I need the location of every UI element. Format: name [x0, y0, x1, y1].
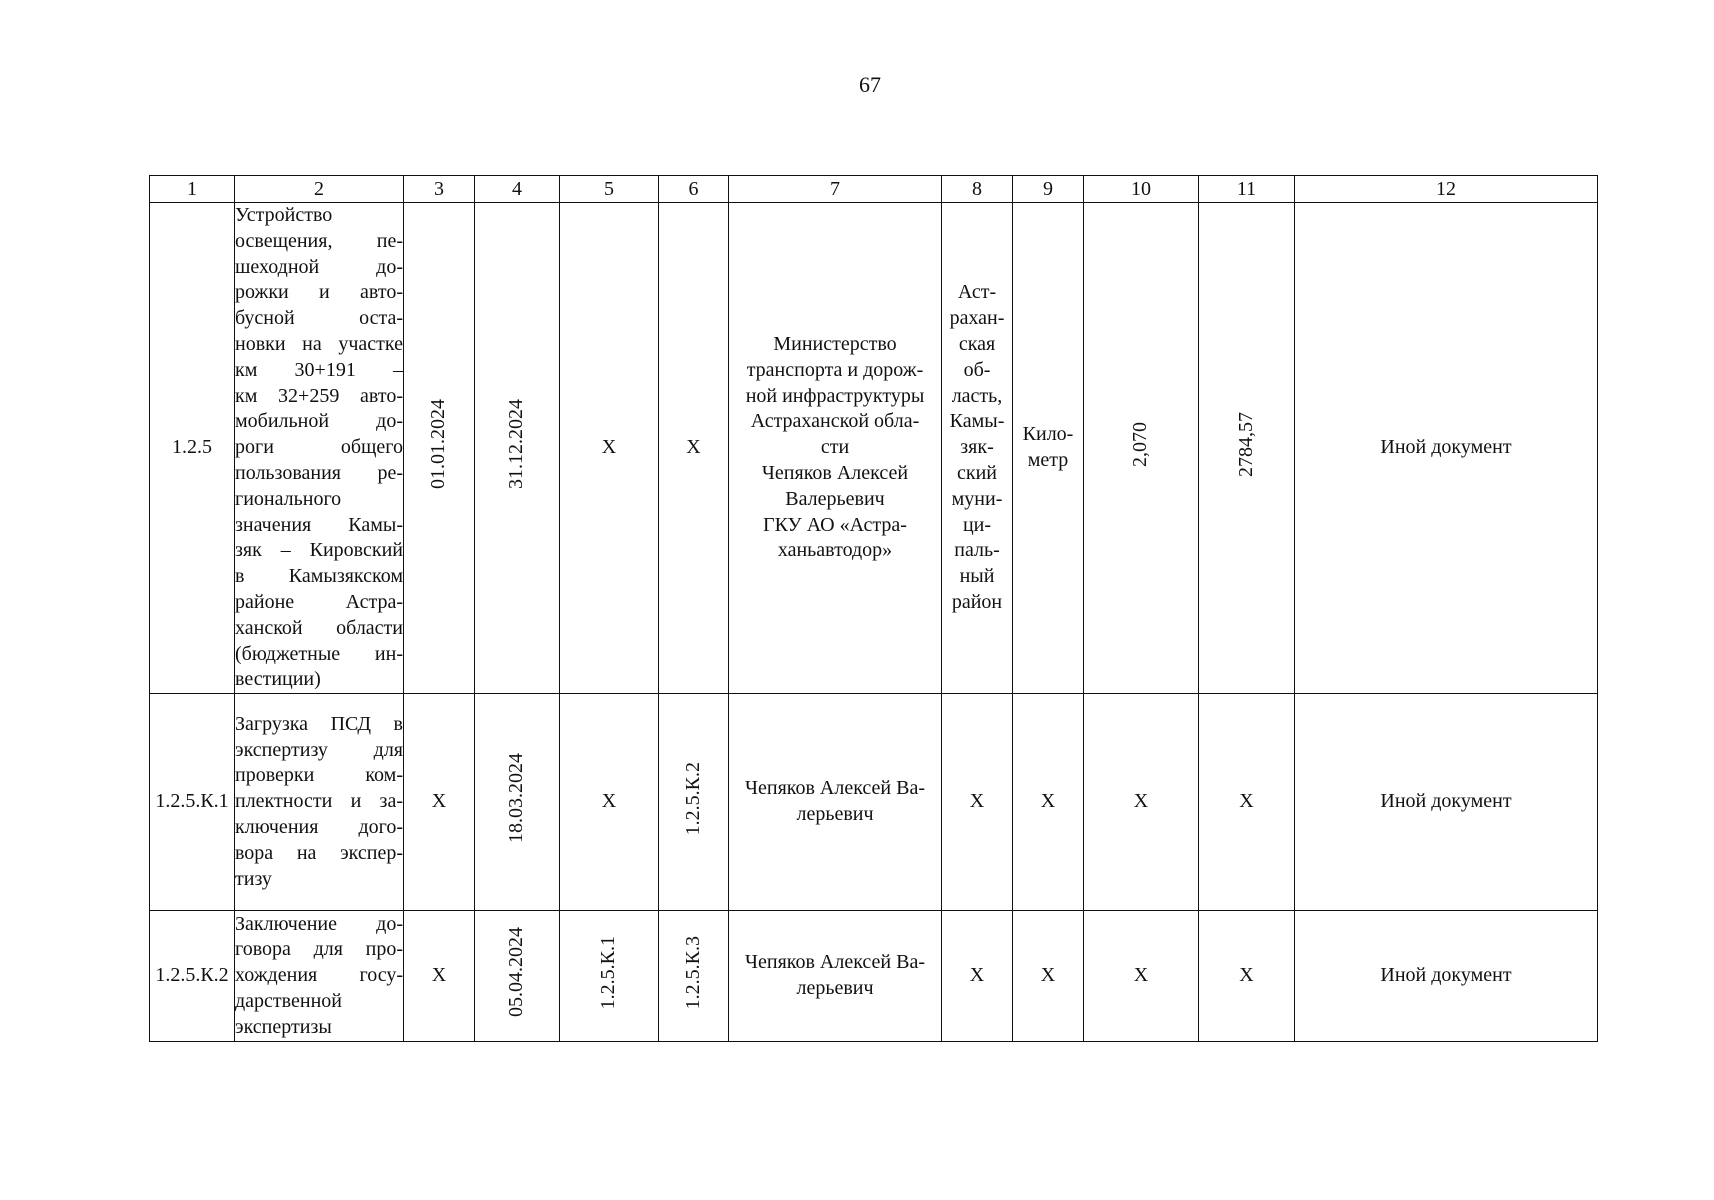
responsible	[729, 911, 942, 1042]
start-date: 01.01.2024	[427, 399, 450, 490]
desc-line: ханской области	[235, 616, 403, 639]
responsible-line: Чепяков Алексей	[761, 461, 909, 484]
responsible-line: ной инфраструктуры	[745, 384, 925, 407]
responsible	[729, 203, 942, 694]
desc-line: хождения госу-	[235, 964, 403, 987]
desc-line: Устройство	[235, 204, 333, 226]
responsible-line: лерьевич	[796, 803, 874, 826]
document-type: Иной документ	[1295, 203, 1598, 694]
responsible-line: транспорта и дорож-	[746, 358, 924, 381]
territory-line: район	[951, 590, 1003, 613]
predecessor: Х	[560, 694, 659, 911]
territory-line: ский	[957, 461, 997, 484]
desc-line: (бюджетные ин-	[235, 642, 403, 665]
header-cell: 3	[404, 176, 475, 203]
territory-line: рахан-	[949, 307, 1005, 330]
responsible-line: лерьевич	[796, 977, 874, 1000]
document-type: Иной документ	[1295, 911, 1598, 1042]
successor-cell	[659, 911, 729, 1042]
responsible-line: ГКУ АО «Астра-	[763, 513, 907, 536]
desc-line: вестиции)	[235, 668, 321, 691]
successor-cell	[659, 694, 729, 911]
predecessor: Х	[560, 203, 659, 694]
responsible-line: ханьавтодор»	[777, 539, 893, 562]
header-cell: 8	[942, 176, 1013, 203]
successor: Х	[659, 203, 729, 694]
quantity: Х	[1084, 911, 1199, 1042]
desc-line: тизу	[235, 867, 272, 890]
quantity: Х	[1084, 694, 1199, 911]
desc-line: мобильной до-	[235, 410, 403, 433]
territory-line: об-	[963, 358, 991, 381]
desc-line: новки на участке	[235, 332, 403, 355]
desc-line: роги общего	[235, 436, 403, 459]
desc-line: зяк – Кировский	[235, 539, 403, 562]
table-header-row	[150, 176, 1598, 203]
row-number: 1.2.5	[150, 203, 235, 694]
desc-line: плектности и за-	[235, 790, 403, 813]
row-number: 1.2.5.К.2	[150, 911, 235, 1042]
successor: 1.2.5.К.3	[681, 935, 704, 1009]
desc-line: пользования ре-	[235, 461, 403, 484]
predecessor: 1.2.5.К.1	[597, 935, 620, 1009]
desc-line: Загрузка ПСД в	[235, 712, 403, 735]
desc-line: дарственной	[235, 990, 342, 1013]
predecessor-cell	[560, 911, 659, 1042]
desc-line: в Камызякском	[235, 565, 403, 588]
header-cell: 12	[1295, 176, 1598, 203]
desc-line: бусной оста-	[235, 307, 403, 330]
quantity: 2,070	[1129, 421, 1152, 467]
desc-line: проверки ком-	[235, 764, 403, 787]
territory-line: ласть,	[951, 384, 1003, 407]
territory-line: ская	[958, 332, 996, 355]
end-date: 05.04.2024	[505, 927, 528, 1018]
row-number: 1.2.5.К.1	[150, 694, 235, 911]
header-cell: 1	[150, 176, 235, 203]
desc-line: км 32+259 авто-	[235, 384, 403, 407]
unit-line: метр	[1027, 449, 1069, 472]
responsible-line: Астраханской обла-	[750, 410, 920, 433]
task-description	[235, 694, 404, 911]
end-date: 31.12.2024	[505, 399, 528, 490]
territory	[942, 203, 1013, 694]
successor: 1.2.5.К.2	[681, 761, 704, 835]
territory-line: Аст-	[957, 281, 997, 304]
table-row	[150, 694, 1598, 911]
desc-line: вора на экспер-	[235, 841, 403, 864]
amount: Х	[1199, 694, 1295, 911]
desc-line: районе Астра-	[235, 590, 403, 613]
desc-line: гионального	[235, 487, 342, 510]
desc-line: экспертизу для	[235, 738, 403, 761]
table-row	[150, 203, 1598, 694]
header-cell: 5	[560, 176, 659, 203]
end-date-cell	[475, 203, 560, 694]
end-date: 18.03.2024	[505, 753, 528, 844]
start-date: Х	[404, 694, 475, 911]
unit	[1013, 203, 1084, 694]
territory-line: зяк-	[960, 436, 994, 459]
territory: Х	[942, 911, 1013, 1042]
task-description	[235, 203, 404, 694]
amount: Х	[1199, 911, 1295, 1042]
desc-line: Заключение до-	[235, 912, 403, 935]
header-cell: 9	[1013, 176, 1084, 203]
desc-line: км 30+191 –	[235, 358, 403, 381]
responsible-line: Валерьевич	[785, 487, 885, 510]
responsible-line: Чепяков Алексей Ва-	[744, 951, 926, 974]
desc-line: шеходной до-	[235, 255, 403, 278]
header-cell: 7	[729, 176, 942, 203]
amount-cell	[1199, 203, 1295, 694]
header-cell: 4	[475, 176, 560, 203]
unit-line: Кило-	[1022, 423, 1074, 446]
responsible-line: Чепяков Алексей Ва-	[744, 777, 926, 800]
territory-line: Камы-	[949, 410, 1005, 433]
data-table	[149, 175, 1598, 1042]
desc-line: значения Камы-	[235, 513, 403, 536]
end-date-cell	[475, 911, 560, 1042]
page-number: 67	[859, 72, 881, 97]
table-row	[150, 911, 1598, 1042]
unit: Х	[1013, 694, 1084, 911]
header-cell: 2	[235, 176, 404, 203]
territory-line: ци-	[962, 513, 992, 536]
header-cell: 10	[1084, 176, 1199, 203]
unit: Х	[1013, 911, 1084, 1042]
responsible-line: Министерство	[773, 332, 897, 355]
desc-line: освещения, пе-	[235, 229, 403, 252]
header-cell: 6	[659, 176, 729, 203]
end-date-cell	[475, 694, 560, 911]
responsible-line: сти	[820, 436, 850, 459]
territory-line: ный	[959, 565, 995, 588]
desc-line: рожки и авто-	[235, 281, 403, 304]
task-description	[235, 911, 404, 1042]
territory: Х	[942, 694, 1013, 911]
document-type: Иной документ	[1295, 694, 1598, 911]
territory-line: муни-	[951, 487, 1003, 510]
desc-line: говора для про-	[235, 938, 403, 961]
responsible	[729, 694, 942, 911]
start-date: Х	[404, 911, 475, 1042]
territory-line: паль-	[954, 539, 1000, 562]
start-date-cell	[404, 203, 475, 694]
desc-line: экспертизы	[235, 1015, 332, 1038]
amount: 2784,57	[1234, 411, 1257, 477]
quantity-cell	[1084, 203, 1199, 694]
desc-line: ключения дого-	[235, 816, 403, 839]
header-cell: 11	[1199, 176, 1295, 203]
